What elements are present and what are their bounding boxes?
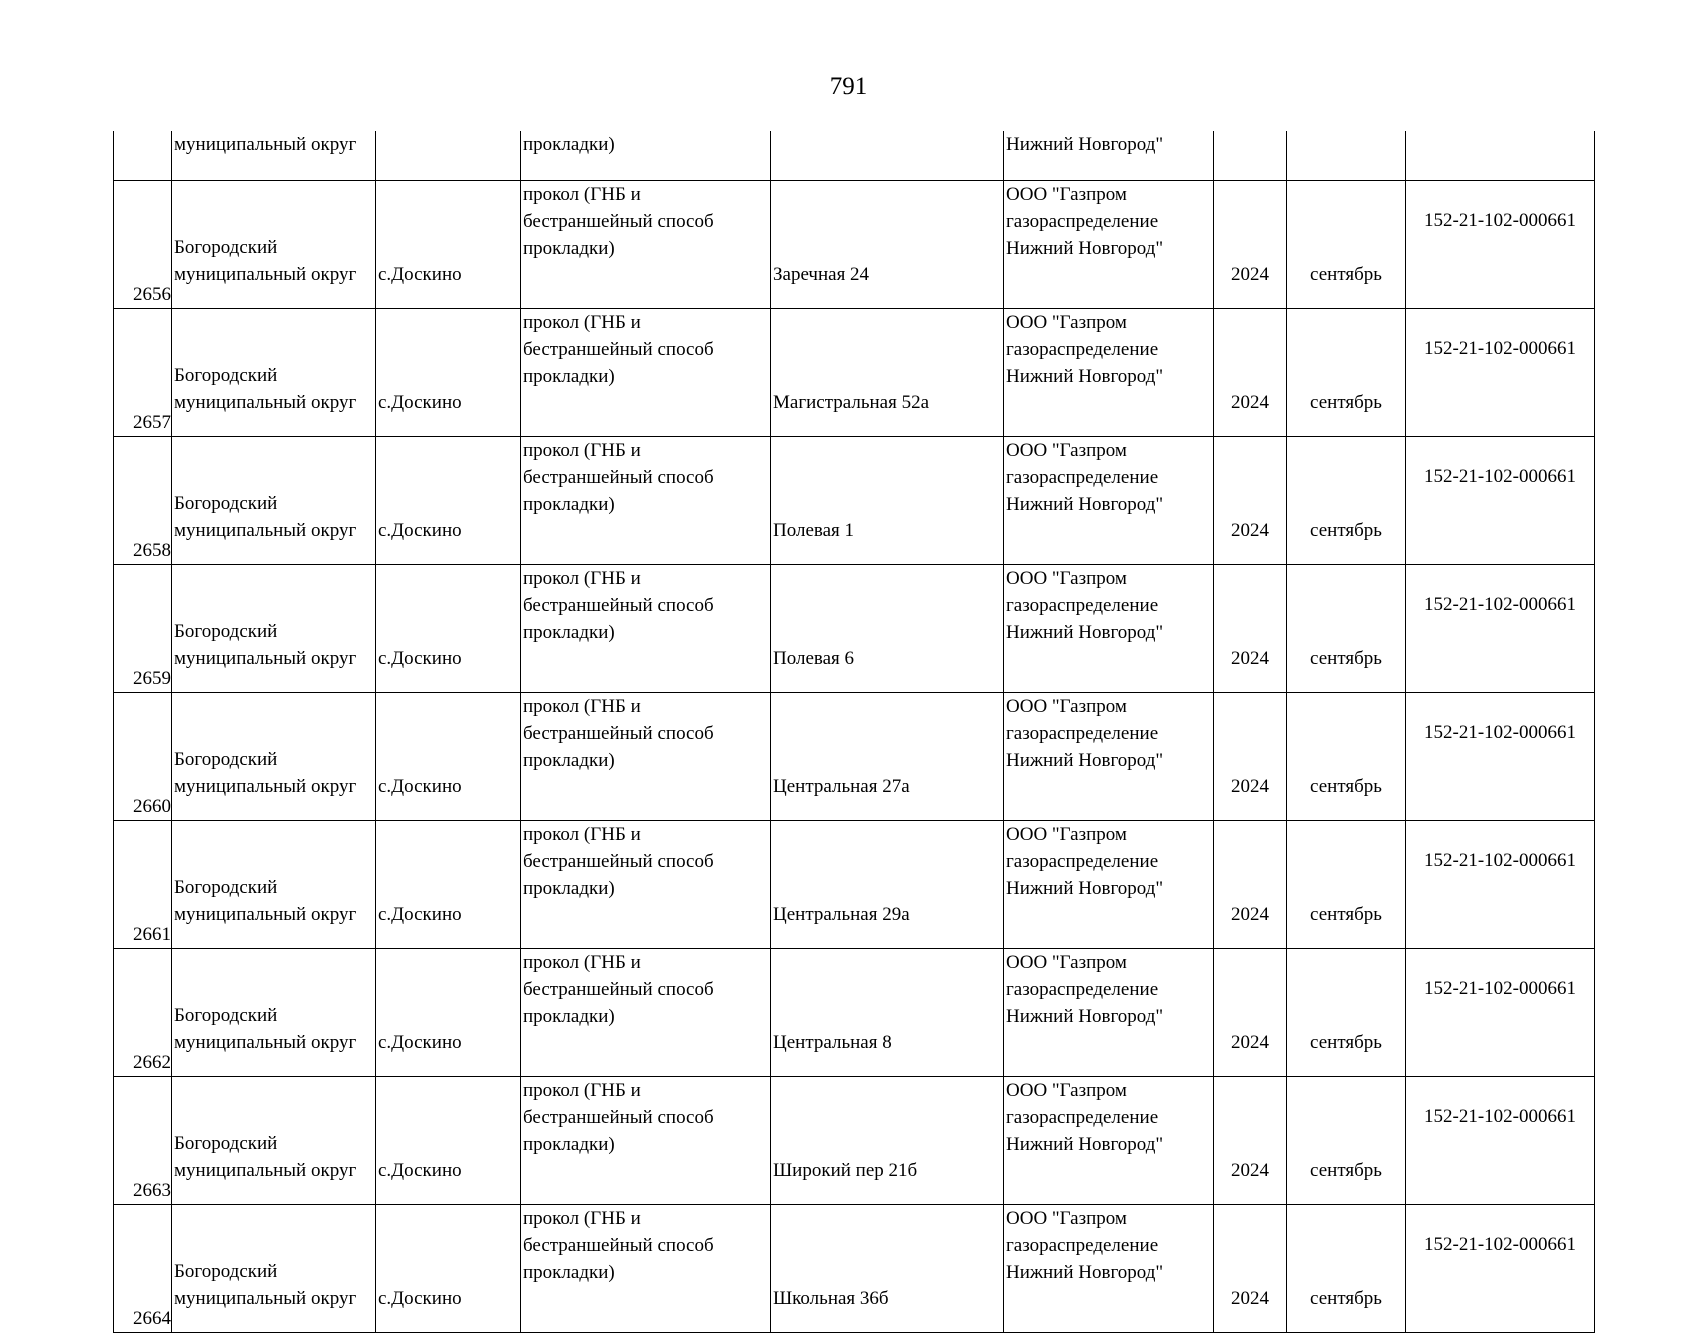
cell-org <box>1004 693 1214 821</box>
org-line-3: Нижний Новгород" <box>1006 366 1164 387</box>
org-line-2: газораспределение <box>1006 723 1159 744</box>
cell-settlement: с.Доскино <box>376 565 521 693</box>
cell-num: 2657 <box>114 309 172 437</box>
cell-code: 152-21-102-000661 <box>1406 1077 1595 1205</box>
method-line-1: прокол (ГНБ и <box>523 952 641 973</box>
cell-code: 152-21-102-000661 <box>1406 693 1595 821</box>
cell-district <box>172 1205 376 1333</box>
cell-district <box>172 437 376 565</box>
cell-num: 2659 <box>114 565 172 693</box>
cell-method <box>521 1205 771 1333</box>
method-line-1: прокол (ГНБ и <box>523 824 641 845</box>
method-line-1: прокол (ГНБ и <box>523 696 641 717</box>
cell-settlement: с.Доскино <box>376 693 521 821</box>
cell-month: сентябрь <box>1287 565 1406 693</box>
org-line-2: газораспределение <box>1006 339 1159 360</box>
cell-method <box>521 565 771 693</box>
method-line-3: прокладки) <box>523 1262 615 1283</box>
cell-code: 152-21-102-000661 <box>1406 1205 1595 1333</box>
cell-method <box>521 309 771 437</box>
org-line-2: газораспределение <box>1006 851 1159 872</box>
org-line-1: ООО "Газпром <box>1006 440 1127 461</box>
org-line-1: ООО "Газпром <box>1006 312 1127 333</box>
method-line-1: прокол (ГНБ и <box>523 184 641 205</box>
cell-address: Центральная 29а <box>771 821 1004 949</box>
cell-code: 152-21-102-000661 <box>1406 821 1595 949</box>
cell-settlement: с.Доскино <box>376 181 521 309</box>
cell-district <box>172 821 376 949</box>
org-line-1: ООО "Газпром <box>1006 696 1127 717</box>
cell-method <box>521 1077 771 1205</box>
cell-org <box>1004 1205 1214 1333</box>
method-line-3: прокладки) <box>523 494 615 515</box>
method-line-1: прокол (ГНБ и <box>523 1208 641 1229</box>
district-line-2: муниципальный округ <box>174 520 357 541</box>
org-line-1: ООО "Газпром <box>1006 568 1127 589</box>
cell-settlement: с.Доскино <box>376 437 521 565</box>
method-line-3: прокладки) <box>523 1006 615 1027</box>
method-line-3: прокладки) <box>523 366 615 387</box>
cell-method <box>521 693 771 821</box>
cell-num: 2656 <box>114 181 172 309</box>
district-line-2: муниципальный округ <box>174 1160 357 1181</box>
method-line-3: прокладки) <box>523 238 615 259</box>
table-body <box>114 131 1595 1333</box>
district-line-2: муниципальный округ <box>174 1288 357 1309</box>
cell-org <box>1004 565 1214 693</box>
method-line-1: прокол (ГНБ и <box>523 568 641 589</box>
cell-org <box>1004 437 1214 565</box>
org-line-1: ООО "Газпром <box>1006 1080 1127 1101</box>
cell-district: муниципальный округ <box>172 131 376 181</box>
cell-year: 2024 <box>1214 693 1287 821</box>
cell-address: Заречная 24 <box>771 181 1004 309</box>
org-line-3: Нижний Новгород" <box>1006 750 1164 771</box>
cell-org <box>1004 949 1214 1077</box>
method-line-2: бестраншейный способ <box>523 467 714 488</box>
cell-code: 152-21-102-000661 <box>1406 565 1595 693</box>
cell-address: Центральная 8 <box>771 949 1004 1077</box>
cell-address: Магистральная 52а <box>771 309 1004 437</box>
cell-num <box>114 131 172 181</box>
org-line-3: Нижний Новгород" <box>1006 238 1164 259</box>
district-line-2: муниципальный округ <box>174 776 357 797</box>
table-row <box>114 821 1595 949</box>
cell-address: Центральная 27а <box>771 693 1004 821</box>
continuation-row <box>114 131 1595 181</box>
district-line-1: Богородский <box>174 621 278 642</box>
org-line-3: Нижний Новгород" <box>1006 1134 1164 1155</box>
cell-num: 2658 <box>114 437 172 565</box>
cell-num: 2664 <box>114 1205 172 1333</box>
method-line-3: прокладки) <box>523 1134 615 1155</box>
district-line-2: муниципальный округ <box>174 264 357 285</box>
cell-code: 152-21-102-000661 <box>1406 181 1595 309</box>
cell-settlement: с.Доскино <box>376 309 521 437</box>
cell-district <box>172 949 376 1077</box>
cell-code: 152-21-102-000661 <box>1406 949 1595 1077</box>
method-line-2: бестраншейный способ <box>523 851 714 872</box>
district-line-1: Богородский <box>174 749 278 770</box>
cell-code <box>1406 131 1595 181</box>
district-line-1: Богородский <box>174 877 278 898</box>
cell-code: 152-21-102-000661 <box>1406 309 1595 437</box>
cell-year: 2024 <box>1214 309 1287 437</box>
org-line-3: Нижний Новгород" <box>1006 494 1164 515</box>
cell-method <box>521 949 771 1077</box>
district-line-2: муниципальный округ <box>174 1032 357 1053</box>
method-line-2: бестраншейный способ <box>523 1235 714 1256</box>
cell-code: 152-21-102-000661 <box>1406 437 1595 565</box>
cell-month: сентябрь <box>1287 821 1406 949</box>
table-row <box>114 1205 1595 1333</box>
table-row <box>114 693 1595 821</box>
table-row <box>114 437 1595 565</box>
district-line-2: муниципальный округ <box>174 392 357 413</box>
cell-org <box>1004 309 1214 437</box>
cell-district <box>172 309 376 437</box>
cell-year: 2024 <box>1214 565 1287 693</box>
org-line-1: ООО "Газпром <box>1006 824 1127 845</box>
table-row <box>114 309 1595 437</box>
cell-org <box>1004 181 1214 309</box>
org-line-3: Нижний Новгород" <box>1006 1262 1164 1283</box>
cell-num: 2661 <box>114 821 172 949</box>
cell-method <box>521 821 771 949</box>
cell-month: сентябрь <box>1287 693 1406 821</box>
cell-district <box>172 565 376 693</box>
cell-num: 2662 <box>114 949 172 1077</box>
method-line-3: прокладки) <box>523 750 615 771</box>
district-line-2: муниципальный округ <box>174 648 357 669</box>
method-line-3: прокладки) <box>523 622 615 643</box>
cell-num: 2663 <box>114 1077 172 1205</box>
method-line-2: бестраншейный способ <box>523 339 714 360</box>
cell-method: прокладки) <box>521 131 771 181</box>
org-line-2: газораспределение <box>1006 979 1159 1000</box>
cell-year: 2024 <box>1214 437 1287 565</box>
cell-address: Школьная 36б <box>771 1205 1004 1333</box>
method-line-2: бестраншейный способ <box>523 595 714 616</box>
cell-district <box>172 181 376 309</box>
cell-district <box>172 1077 376 1205</box>
district-line-1: Богородский <box>174 1261 278 1282</box>
org-line-1: ООО "Газпром <box>1006 184 1127 205</box>
cell-method <box>521 437 771 565</box>
cell-month: сентябрь <box>1287 437 1406 565</box>
register-table <box>113 131 1595 1333</box>
cell-address: Широкий пер 21б <box>771 1077 1004 1205</box>
table-row <box>114 1077 1595 1205</box>
method-line-1: прокол (ГНБ и <box>523 440 641 461</box>
method-line-1: прокол (ГНБ и <box>523 312 641 333</box>
org-line-1: ООО "Газпром <box>1006 952 1127 973</box>
cell-year: 2024 <box>1214 821 1287 949</box>
org-line-3: Нижний Новгород" <box>1006 878 1164 899</box>
district-line-1: Богородский <box>174 493 278 514</box>
cell-month: сентябрь <box>1287 1077 1406 1205</box>
cell-address: Полевая 6 <box>771 565 1004 693</box>
cell-month: сентябрь <box>1287 309 1406 437</box>
table-row <box>114 181 1595 309</box>
org-line-3: Нижний Новгород" <box>1006 1006 1164 1027</box>
org-line-2: газораспределение <box>1006 1107 1159 1128</box>
method-line-2: бестраншейный способ <box>523 211 714 232</box>
cell-org <box>1004 821 1214 949</box>
cell-year <box>1214 131 1287 181</box>
cell-settlement: с.Доскино <box>376 1077 521 1205</box>
district-line-1: Богородский <box>174 1133 278 1154</box>
org-line-1: ООО "Газпром <box>1006 1208 1127 1229</box>
method-line-2: бестраншейный способ <box>523 723 714 744</box>
org-line-2: газораспределение <box>1006 467 1159 488</box>
cell-org <box>1004 1077 1214 1205</box>
table-row <box>114 565 1595 693</box>
cell-month: сентябрь <box>1287 181 1406 309</box>
cell-settlement: с.Доскино <box>376 949 521 1077</box>
table-row <box>114 949 1595 1077</box>
cell-year: 2024 <box>1214 949 1287 1077</box>
org-line-2: газораспределение <box>1006 595 1159 616</box>
method-line-2: бестраншейный способ <box>523 1107 714 1128</box>
org-line-2: газораспределение <box>1006 211 1159 232</box>
cell-year: 2024 <box>1214 1205 1287 1333</box>
method-line-2: бестраншейный способ <box>523 979 714 1000</box>
cell-district <box>172 693 376 821</box>
page-number: 791 <box>829 73 868 100</box>
cell-address <box>771 131 1004 181</box>
cell-year: 2024 <box>1214 1077 1287 1205</box>
cell-address: Полевая 1 <box>771 437 1004 565</box>
method-line-1: прокол (ГНБ и <box>523 1080 641 1101</box>
cell-month: сентябрь <box>1287 1205 1406 1333</box>
cell-method <box>521 181 771 309</box>
cell-month <box>1287 131 1406 181</box>
cell-month: сентябрь <box>1287 949 1406 1077</box>
district-line-2: муниципальный округ <box>174 904 357 925</box>
org-line-3: Нижний Новгород" <box>1006 622 1164 643</box>
district-line-1: Богородский <box>174 1005 278 1026</box>
district-line-1: Богородский <box>174 365 278 386</box>
cell-settlement <box>376 131 521 181</box>
cell-org: Нижний Новгород" <box>1004 131 1214 181</box>
cell-num: 2660 <box>114 693 172 821</box>
cell-settlement: с.Доскино <box>376 821 521 949</box>
cell-year: 2024 <box>1214 181 1287 309</box>
org-line-2: газораспределение <box>1006 1235 1159 1256</box>
district-line-1: Богородский <box>174 237 278 258</box>
cell-settlement: с.Доскино <box>376 1205 521 1333</box>
method-line-3: прокладки) <box>523 878 615 899</box>
